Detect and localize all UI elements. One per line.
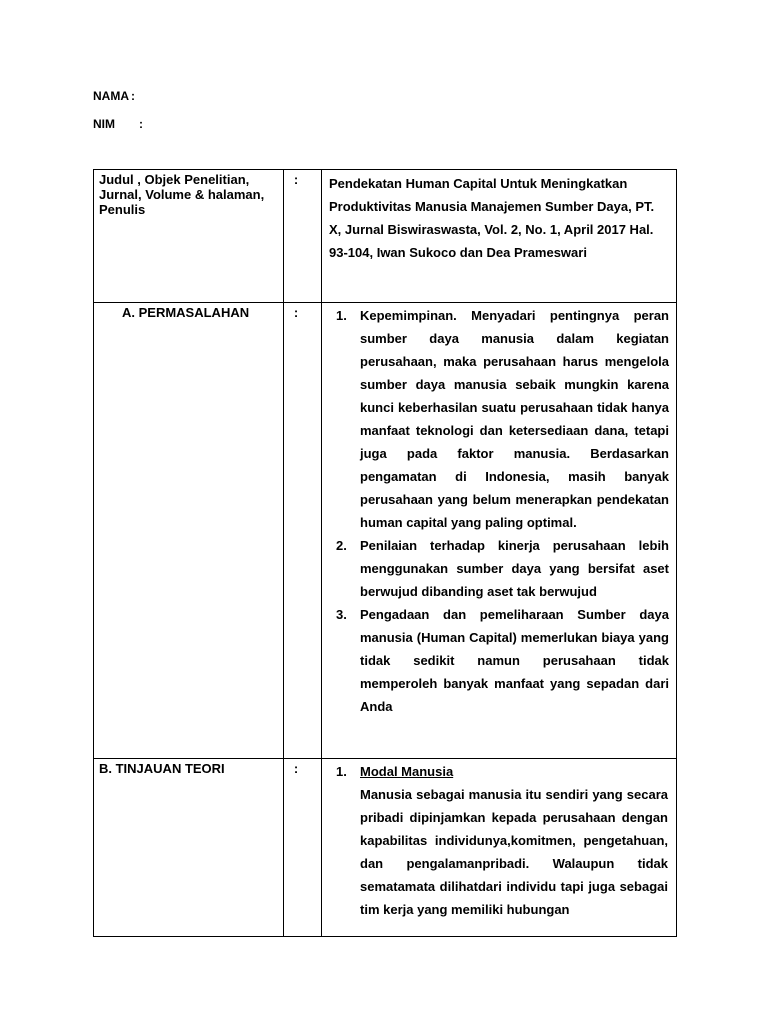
- nim-colon: :: [139, 117, 143, 131]
- nim-label: NIM: [93, 117, 115, 131]
- theory-list: [329, 760, 668, 921]
- row-content-permasalahan: [322, 303, 677, 759]
- theory-subtitle: Modal Manusia: [360, 764, 454, 779]
- name-label: NAMA: [93, 89, 129, 103]
- row-colon: :: [284, 170, 322, 303]
- nim-field-row: [93, 117, 143, 131]
- row-label-tinjauan-teori: B. TINJAUAN TEORI: [94, 759, 284, 937]
- row-colon: :: [284, 759, 322, 937]
- table-row-tinjauan-teori: [94, 759, 677, 937]
- list-item-text: Kepemimpinan. Menyadari pentingnya peran sumber daya manusia dalam kegiatan perusahaan, maka perusahaan harus mengelola sumber daya manusia sebaik mungkin karena kunci keberhasilan suatu perusahaan tidak hanya manfaat teknologi dan ketersediaan dana, tetapi juga pada faktor manusia. Berdasarkan pengamatan di Indonesia, masih banyak perusahaan yang belum menerapkan pendekatan human capital yang paling optimal.: [360, 308, 669, 530]
- row-label-permasalahan: A. PERMASALAHAN: [94, 303, 284, 759]
- list-number: 1.: [336, 308, 347, 323]
- row-content-title: [322, 170, 677, 303]
- name-colon: :: [131, 89, 135, 103]
- list-item-text: Pengadaan dan pemeliharaan Sumber daya manusia (Human Capital) memerlukan biaya yang tidak sedikit namun perusahaan tidak memperoleh banyak manfaat yang sepadan dari Anda: [360, 607, 669, 714]
- table-row-title: [94, 170, 677, 303]
- list-number: 1.: [336, 764, 347, 779]
- list-number: 2.: [336, 538, 347, 553]
- list-item: [336, 603, 669, 718]
- row-content-tinjauan-teori: [322, 759, 677, 937]
- journal-review-table: [93, 169, 677, 937]
- name-field-row: [93, 89, 135, 103]
- table-row-permasalahan: [94, 303, 677, 759]
- journal-title-text: Pendekatan Human Capital Untuk Meningkatkan Produktivitas Manusia Manajemen Sumber Daya, PT. X, Jurnal Biswiraswasta, Vol. 2, No. 1, April 2017 Hal. 93-104, Iwan Sukoco dan Dea Prameswari: [329, 176, 655, 260]
- list-item: [336, 304, 669, 534]
- problem-list: [329, 304, 669, 718]
- row-colon: :: [284, 303, 322, 759]
- row-label-title: Judul , Objek Penelitian, Jurnal, Volume & halaman, Penulis: [94, 170, 284, 303]
- list-item: [336, 760, 668, 921]
- list-item-text: Penilaian terhadap kinerja perusahaan lebih menggunakan sumber daya yang bersifat aset berwujud dibanding aset tak berwujud: [360, 538, 669, 599]
- list-item: [336, 534, 669, 603]
- list-item-text: Manusia sebagai manusia itu sendiri yang secara pribadi dipinjamkan kepada perusahaan dengan kapabilitas individunya,komitmen, pengetahuan, dan pengalamanpribadi. Walaupun tidak sematamata dilihatdari individu tapi juga sebagai tim kerja yang memiliki hubungan: [360, 787, 668, 917]
- list-number: 3.: [336, 607, 347, 622]
